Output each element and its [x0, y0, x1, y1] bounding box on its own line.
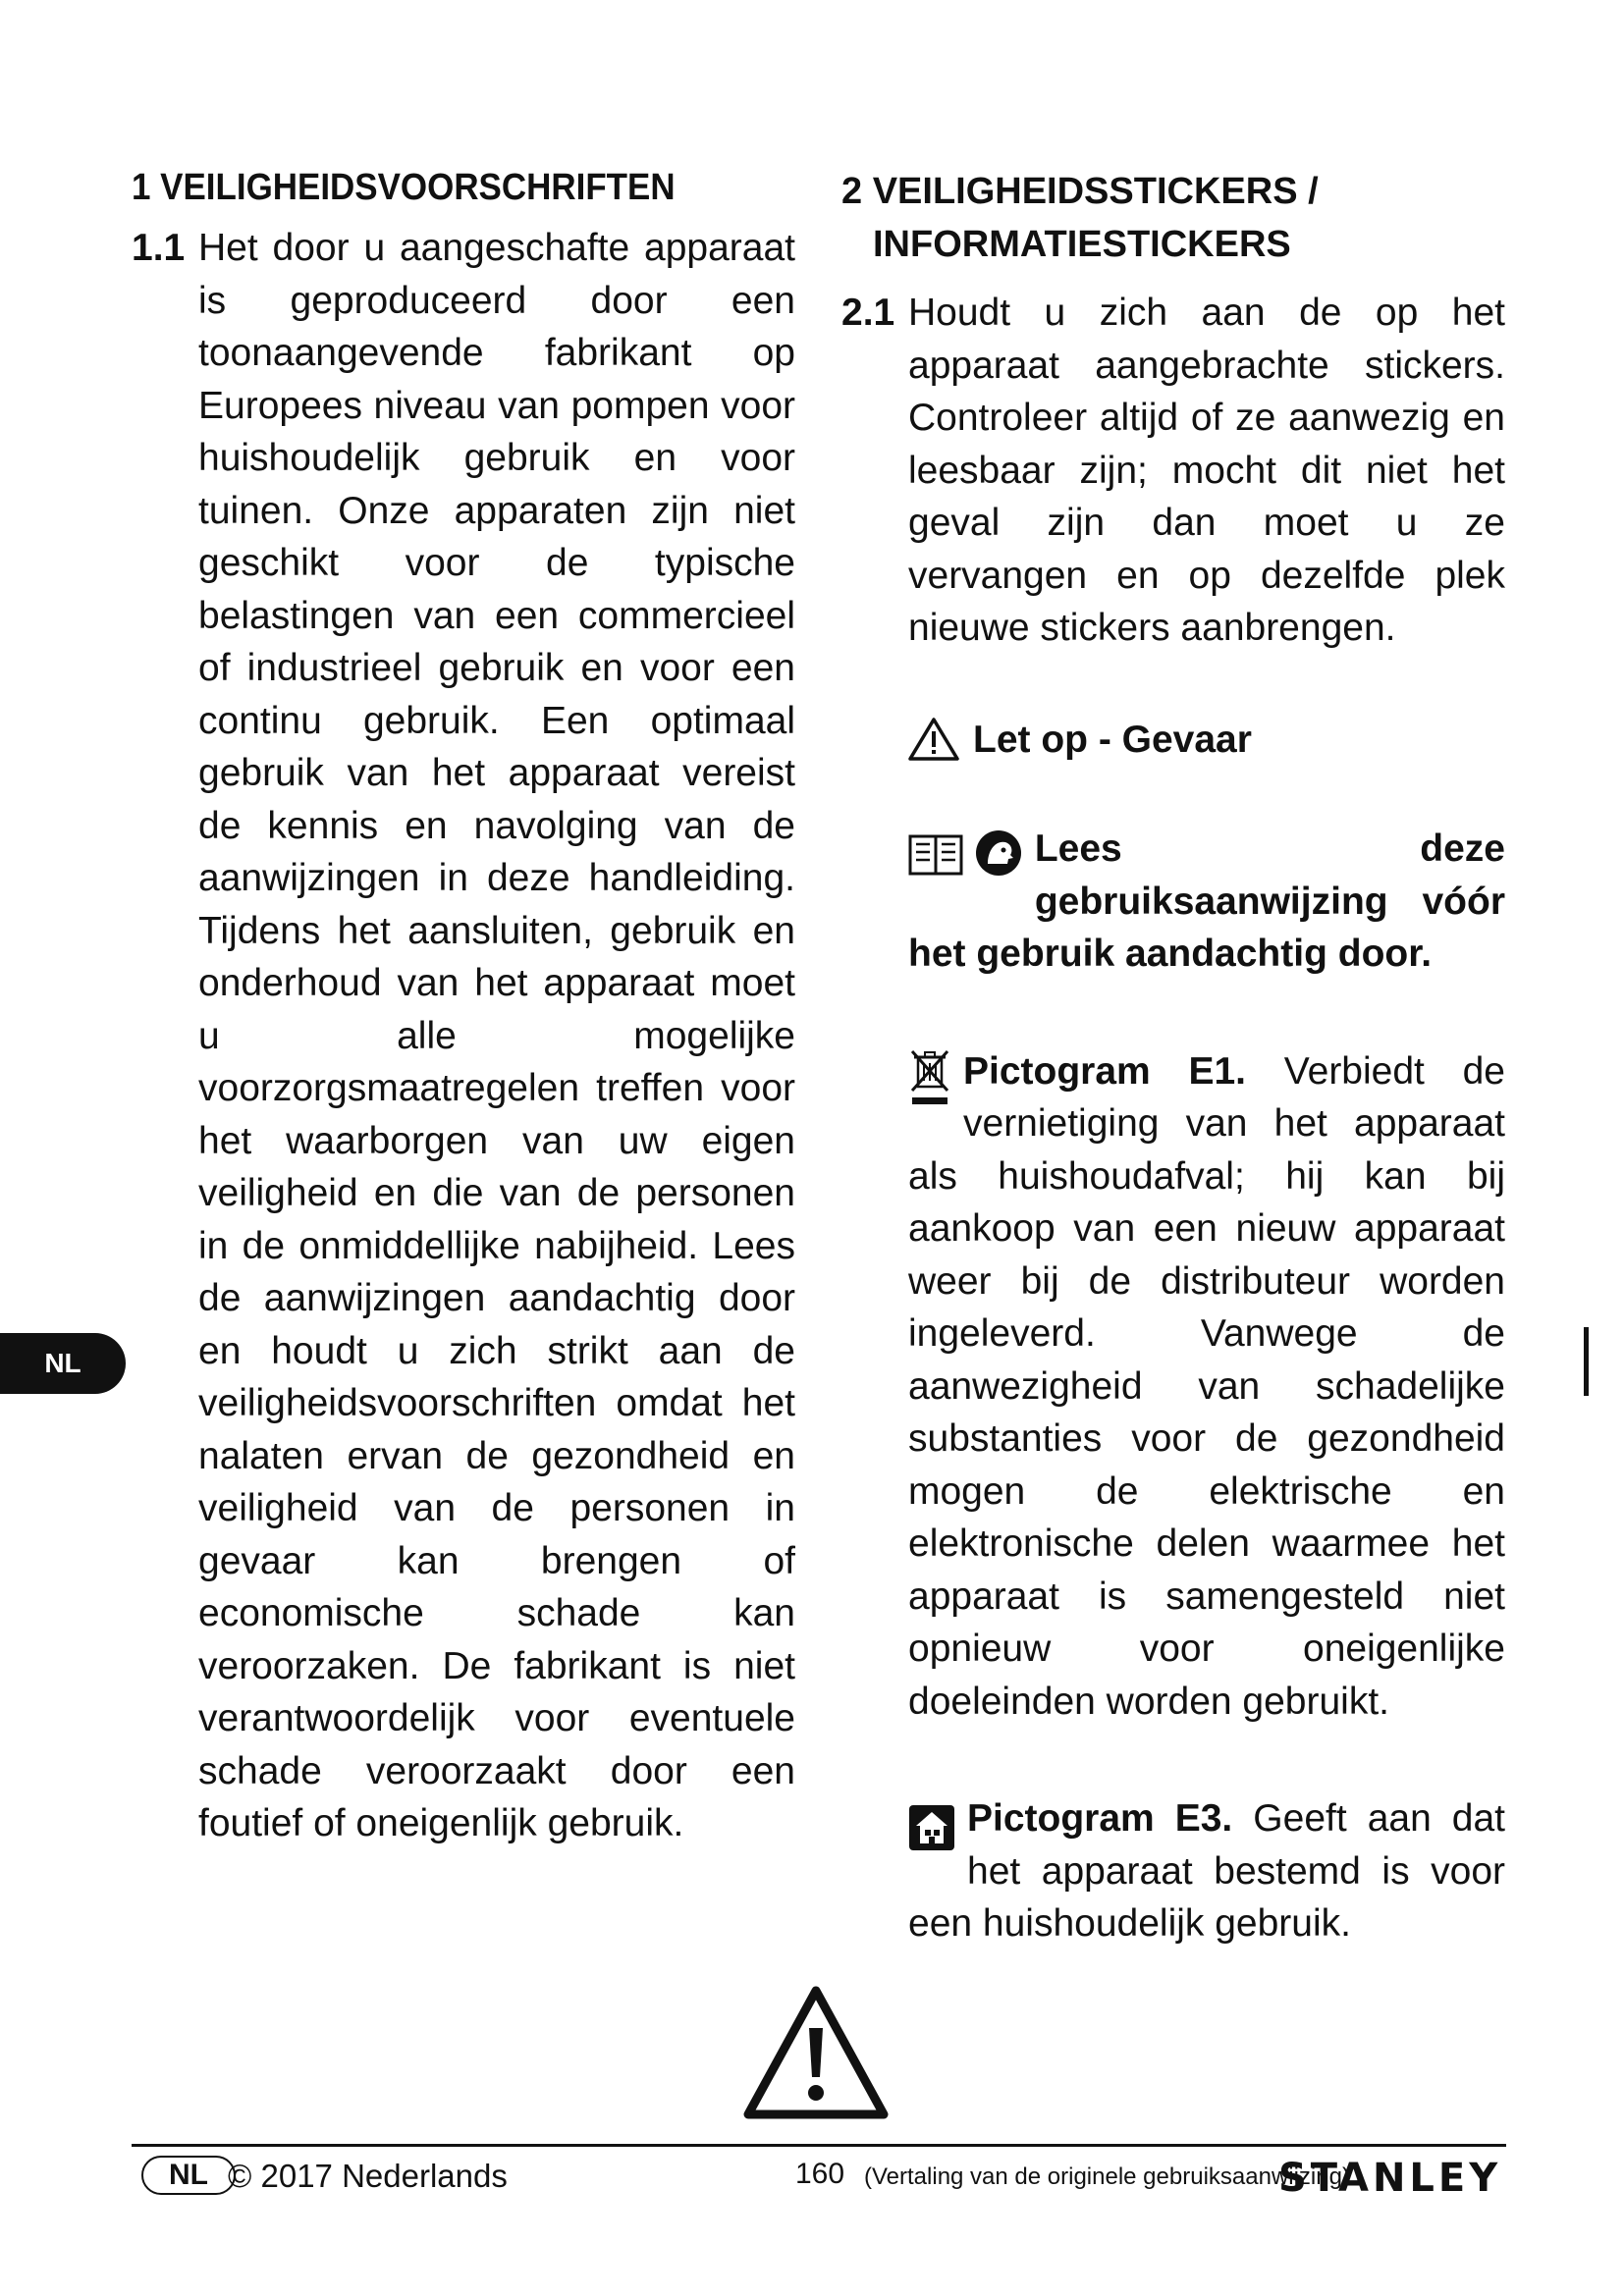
pictogram-e3-notice	[841, 1792, 1505, 1950]
read-manual-notice	[841, 823, 1505, 981]
section-2	[841, 165, 1505, 1950]
read-manual-head-icon	[974, 828, 1023, 878]
margin-marker-bar	[1584, 1327, 1589, 1396]
pictogram-e3-label: Pictogram E3.	[967, 1797, 1233, 1840]
translation-note: (Vertaling van de originele gebruiksaanwijzing)	[864, 2163, 1350, 2190]
page-number: 160	[795, 2158, 845, 2190]
pictogram-e1-notice	[841, 1045, 1505, 1729]
section-1	[132, 165, 795, 1850]
paragraph-text: Het door u aangeschafte apparaat is geproduceerd door een toonaangevende fabrikant op Europees niveau van pompen voor huishoudelijk gebruik en voor tuinen. Onze apparaten zijn niet geschikt voor de typische belastingen van een commercieel of industrieel gebruik en voor een continu gebruik. Een optimaal gebruik van het apparaat vereist de kennis en navolging van de aanwijzingen in deze handleiding. Tijdens het aansluiten, gebruik en onderhoud van het apparaat moet u alle mogelijke voorzorgsmaatregelen treffen voor het waarborgen van uw eigen veiligheid en die van de personen in de onmiddellijke nabijheid. Lees de aanwijzingen aandachtig door en houdt u zich strikt aan de veiligheidsvoorschriften omdat het nalaten ervan de gezondheid en veiligheid van de personen in gevaar kan brengen of economische schade kan veroorzaken. De fabrikant is niet verantwoordelijk voor eventuele schade veroorzaakt door een foutief of oneigenlijk gebruik.	[198, 227, 795, 1844]
section-2-title-line2: INFORMATIESTICKERS	[873, 224, 1291, 265]
large-warning-triangle-icon	[742, 1985, 890, 2120]
pictogram-e1-text: Verbiedt de vernietiging van het apparaat als huishoudafval; hij kan bij aankoop van een nieuw apparaat weer bij de distributeur worden ingeleverd. Vanwege de aanwezigheid van schadelijke substanties voor de gezondheid mogen de elektrische en elektronische delen waarmee het apparaat is samengesteld niet opnieuw voor oneigenlijke doeleinden worden gebruikt.	[908, 1049, 1506, 1723]
paragraph-text: Houdt u zich aan de op het apparaat aangebrachte stickers. Controleer altijd of ze aanwezig en leesbaar zijn; mocht dit niet het geval zijn dan moet u ze vervangen en op dezelfde plek nieuwe stickers aanbrengen.	[908, 292, 1505, 649]
house-icon	[908, 1804, 955, 1851]
brand-logo: STANLEY	[1278, 2156, 1502, 2201]
language-side-tab: NL	[0, 1333, 126, 1394]
page-footer	[132, 2156, 1506, 2199]
section-2-title-line1: 2 VEILIGHEIDSSTICKERS /	[841, 171, 1319, 212]
section-2-title	[841, 165, 1505, 271]
danger-label: Let op - Gevaar	[973, 718, 1252, 761]
paragraph-number: 2.1	[841, 292, 895, 334]
footer-divider	[132, 2144, 1506, 2147]
danger-notice	[841, 714, 1505, 767]
read-manual-text: Lees deze gebruiksaanwijzing vóór het gebruik aandachtig door.	[908, 828, 1505, 975]
footer-copyright: © 2017 Nederlands	[228, 2158, 508, 2194]
section-1-title: 1 VEILIGHEIDSVOORSCHRIFTEN	[132, 167, 676, 208]
warning-triangle-icon	[908, 717, 959, 762]
paragraph-number: 1.1	[132, 227, 186, 269]
footer-language-badge: NL	[141, 2156, 236, 2195]
open-book-icon	[908, 830, 963, 878]
paragraph-1-1	[132, 222, 795, 1850]
read-manual-icons	[908, 828, 1023, 892]
pictogram-e1-label: Pictogram E1.	[963, 1049, 1247, 1093]
crossed-out-bin-icon	[908, 1047, 951, 1106]
paragraph-2-1	[841, 287, 1505, 655]
pictogram-e3-text: Geeft aan dat het apparaat bestemd is voor een huishoudelijk gebruik.	[908, 1797, 1505, 1945]
